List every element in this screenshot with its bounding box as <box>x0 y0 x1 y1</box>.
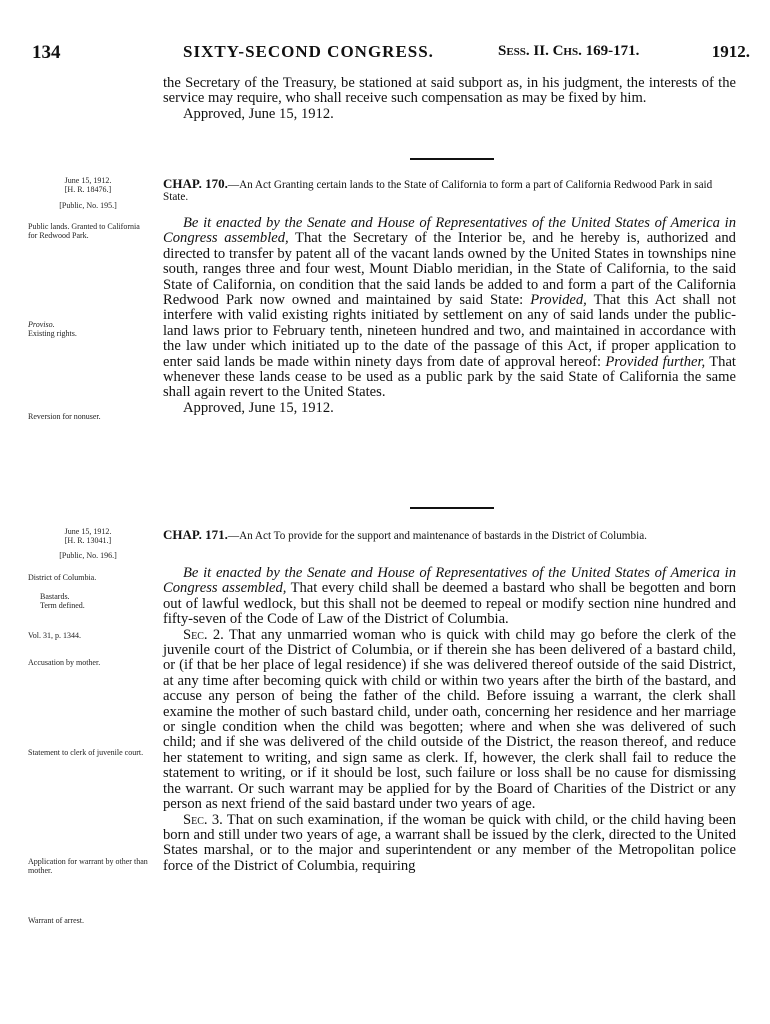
ch171-sec1-body: That every child shall be deemed a bastard who shall be begotten and born out of lawful wedlock, but this shall not be deemed to repeal or modify section nine hundred and fifty-seven of the Code of Law of the District of Columbia. <box>163 580 736 628</box>
ch171-margin-bill: [H. R. 13041.] <box>64 536 112 545</box>
ch171-note-term: Term defined. <box>40 601 85 610</box>
ch171-note-vol: Vol. 31, p. 1344. <box>28 631 81 640</box>
ch170-note-reversion: Reversion for nonuser. <box>28 412 101 421</box>
ch171-section1 <box>163 566 736 628</box>
session-chapters: Sess. II. Chs. 169-171. <box>498 43 640 59</box>
ch170-margin-public: [Public, No. 195.] <box>59 201 117 210</box>
ch170-title: —An Act Granting certain lands to the State of California to form a part of California Redwood Park in said State. <box>163 179 713 203</box>
ch171-body <box>163 566 736 874</box>
running-title: SIXTY-SECOND CONGRESS. <box>183 42 434 61</box>
section-divider <box>410 158 494 160</box>
ch170-note-existing-rights: Existing rights. <box>28 329 77 338</box>
ch170-note-proviso: Proviso. <box>28 320 55 329</box>
ch171-heading <box>163 529 733 542</box>
ch170-heading <box>163 178 733 203</box>
ch171-enacting-clause: Be it enacted by the Senate and House of Representatives of the United States of America in Congress assembled, <box>163 565 736 597</box>
ch171-section3 <box>163 813 736 875</box>
ch171-sec2-label: Sec. 2. <box>183 626 224 643</box>
ch171-section2 <box>163 628 736 813</box>
ch170-provided-further: Provided further, <box>605 353 706 370</box>
ch170-paragraph <box>163 216 736 401</box>
ch171-title: —An Act To provide for the support and maintenance of bastards in the District of Columbia. <box>227 530 647 542</box>
ch171-sec2-body: That any unmarried woman who is quick with child may go before the clerk of the juvenile court of the District of Columbia, or if therein she has been delivered of a bastard child, or (if that be her place of legal residence) if she was delivered thereof outside of the said District, at any time after becoming quick with child or within two years after the birth of the bastard, and accuse any person of being the father of the child. Before issuing a warrant, the clerk shall examine the mother of such bastard child, under oath, concerning her residence and her marriage or single condition when the child was begotten; where and when she was delivered of such child; and if she was delivered of the child outside of the District, the reason thereof, and reduce her statement to writing, and sign same as clerk. If, however, the clerk shall fail to reduce the statement to writing, or if it should be lost, such failure or loss shall be no cause for dismissing the warrant. Or such warrant may be applied for by the Board of Charities of the District or any person as next friend of the said bastard under two years of age. <box>163 626 736 813</box>
ch170-margin-bill: [H. R. 18476.] <box>64 185 112 194</box>
ch171-sec3-body: That on such examination, if the woman be quick with child, or the child having been born and still under two years of age, a warrant shall be issued by the clerk, directed to the United States marshal, or to the major and superintendent or any member of the Metropolitan police force of the District of Columbia, requiring <box>163 811 737 874</box>
ch171-sec3-label: Sec. 3. <box>183 811 223 828</box>
ch171-note-warrant: Warrant of arrest. <box>28 916 84 925</box>
header-year: 1912. <box>711 42 750 61</box>
ch170-margin-date: June 15, 1912. <box>64 176 112 185</box>
ch170-chapter-label: CHAP. 170. <box>163 176 228 191</box>
ch170-body <box>163 216 736 416</box>
ch170-enacting-clause: Be it enacted by the Senate and House of Representatives of the United States of America in Congress assembled, <box>163 215 736 247</box>
ch171-chapter-label: CHAP. 171. <box>163 527 228 542</box>
ch171-margin-public: [Public, No. 196.] <box>59 551 117 560</box>
ch169-text: the Secretary of the Treasury, be stationed at said subport as, in his judgment, the interests of the service may require, who shall receive such compensation as may be fixed by him. <box>163 75 736 107</box>
section-divider <box>410 507 494 509</box>
ch170-body-part3: That whenever these lands cease to be used as a public park by the said State of California the same shall again revert to the United States. <box>163 353 736 401</box>
ch171-note-accusation: Accusation by mother. <box>28 658 101 667</box>
ch171-note-district: District of Columbia. <box>28 573 97 582</box>
ch170-body-part2: That this Act shall not interfere with valid existing rights initiated by settlement on any of said lands under the public-land laws prior to February tenth, nineteen hundred and two, and maintained in accordance with the law under which initiated up to the date of the passage of this Act, if proper application to enter said lands be made within ninety days from date of approval hereof: <box>163 292 736 370</box>
ch170-note-public-lands: Public lands. Granted to California for Redwood Park. <box>28 222 140 240</box>
ch169-continuation <box>163 76 736 122</box>
ch170-body-part1: That the Secretary of the Interior be, and he hereby is, authorized and directed to transfer by patent all of the vacant lands owned by the United States in townships nine south, ranges three and four west, Mount Diablo meridian, in the State of California, to the said State of California, on condition that the said lands be added to and form a part of the California Redwood Park now owned and maintained by said State: <box>163 230 736 309</box>
running-header <box>20 42 750 62</box>
ch169-approved: Approved, June 15, 1912. <box>183 105 334 122</box>
ch170-approved: Approved, June 15, 1912. <box>183 399 334 416</box>
ch171-margin-date: June 15, 1912. <box>64 527 112 536</box>
page-number: 134 <box>32 42 61 63</box>
ch171-note-statement: Statement to clerk of juvenile court. <box>28 748 144 757</box>
ch171-note-bastards: Bastards. <box>40 592 70 601</box>
ch171-note-application: Application for warrant by other than mother. <box>28 857 148 875</box>
ch170-provided: Provided, <box>530 292 587 309</box>
